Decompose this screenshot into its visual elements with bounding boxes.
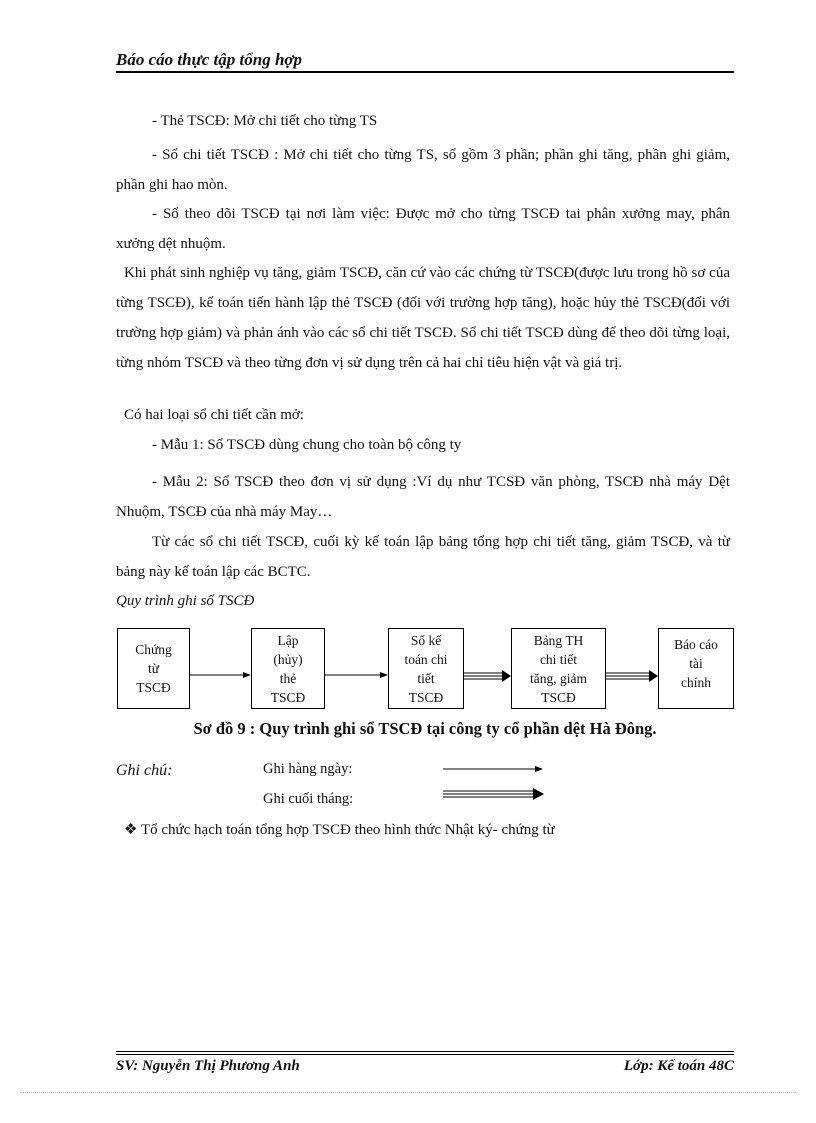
- item-the-tscd: - Thẻ TSCĐ: Mở chi tiết cho từng TS: [152, 113, 378, 129]
- box-line: chính: [680, 675, 711, 690]
- box-line: từ: [147, 661, 160, 676]
- box-line: Chứng: [135, 642, 172, 657]
- paragraph-hai-loai: Có hai loại sổ chi tiết cần mở:: [124, 407, 304, 423]
- diagram-caption: Quy trình ghi sổ TSCĐ: [116, 593, 255, 609]
- footer-class: Lớp: Kế toán 48C: [623, 1058, 734, 1074]
- bullet-item: [124, 820, 555, 839]
- box-line: toán chi: [404, 651, 448, 667]
- box-line: TSCĐ: [541, 689, 576, 705]
- box-line: TSCĐ: [270, 689, 306, 705]
- arrow-monthly-1: [464, 670, 511, 682]
- item-mau-2: - Mẫu 2: Sổ TSCĐ theo đơn vị sử dụng :Ví dụ như TCSĐ văn phòng, TSCĐ nhà máy Dệt Nhuộm, TSCĐ của nhà máy May…: [116, 474, 730, 520]
- box-line: tiết: [417, 670, 435, 686]
- bullet-text: Tổ chức hạch toán tổng hợp TSCĐ theo hình thức Nhật ký- chứng từ: [140, 822, 555, 838]
- paragraph-phat-sinh: Khi phát sinh nghiệp vụ tăng, giảm TSCĐ, căn cứ vào các chứng từ TSCĐ(được lưu trong hồ sơ của từng TSCĐ), kế toán tiến hành lập thẻ TSCĐ (đối với trường hợp tăng), hoặc hủy thẻ TSCĐ(đối với trường hợp giảm) và phản ánh vào các sổ chi tiết TSCĐ. Sổ chi tiết TSCĐ dùng để theo dõi từng loại, từng nhóm TSCĐ và theo từng đơn vị sử dụng trên cả hai chỉ tiêu hiện vật và giá trị.: [116, 265, 730, 371]
- item-mau-1: - Mẫu 1: Sổ TSCĐ dùng chung cho toàn bộ công ty: [152, 437, 462, 453]
- legend-arrow-monthly: [443, 788, 544, 800]
- page-header-title: Báo cáo thực tập tổng hợp: [116, 50, 303, 69]
- box-line: Báo cáo: [674, 637, 718, 652]
- box-line: TSCĐ: [136, 680, 171, 695]
- legend-monthly-label: Ghi cuối tháng:: [263, 791, 354, 807]
- box-line: Lập: [277, 632, 299, 648]
- footer-rule-bottom: [116, 1054, 734, 1055]
- arrow-monthly-2: [606, 670, 658, 682]
- page-bottom-dotted-rule: [20, 1092, 796, 1093]
- box-line: thẻ: [279, 670, 297, 686]
- box-line: (hủy): [273, 651, 303, 667]
- footer-rule-top: [116, 1051, 734, 1052]
- box-line: chi tiết: [539, 651, 578, 667]
- item-so-theo-doi: - Sổ theo dõi TSCĐ tại nơi làm việc: Được mở cho từng TSCĐ tai phân xưởng may, phân xưởng dệt nhuộm.: [116, 206, 730, 252]
- item-so-chi-tiet: - Sổ chi tiết TSCĐ : Mở chi tiết cho từng TS, sổ gồm 3 phần; phần ghi tăng, phần ghi giảm, phần ghi hao mòn.: [116, 147, 730, 193]
- box-line: Bảng TH: [533, 632, 584, 648]
- box-line: Sổ kế: [410, 632, 442, 648]
- box-line: TSCĐ: [408, 689, 444, 705]
- footer-student: SV: Nguyễn Thị Phương Anh: [116, 1058, 300, 1074]
- diagram-title: Sơ đồ 9 : Quy trình ghi sổ TSCĐ tại công ty cổ phần dệt Hà Đông.: [193, 719, 657, 738]
- box-line: tăng, giảm: [530, 670, 587, 686]
- legend-title: Ghi chú:: [116, 762, 173, 779]
- paragraph-cuoi-ky: Từ các sổ chi tiết TSCĐ, cuối kỳ kế toán lập bảng tổng hợp chi tiết tăng, giảm TSCĐ, và từ bảng này kế toán lập các BCTC.: [116, 534, 730, 580]
- legend-daily-label: Ghi hàng ngày:: [263, 761, 353, 777]
- diamond-bullet-icon: ❖: [124, 822, 138, 838]
- box-line: tài: [689, 656, 703, 671]
